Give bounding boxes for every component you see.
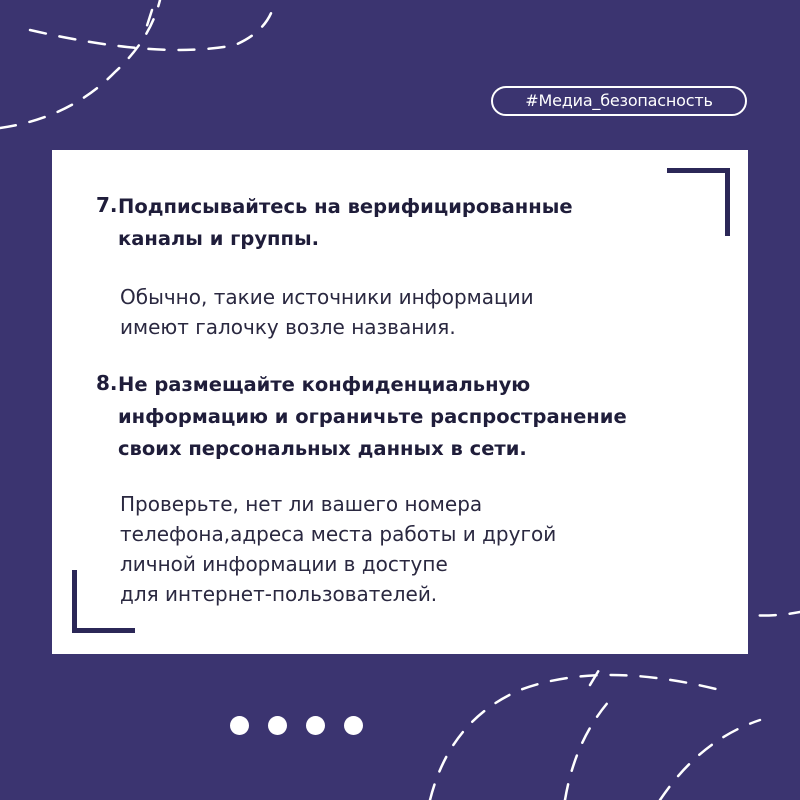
tip-number: 8. [96, 371, 118, 395]
tip-heading-line: Не размещайте конфиденциальную [118, 373, 531, 396]
tip-heading-line: каналы и группы. [118, 227, 320, 250]
hashtag-badge: #Медиа_безопасность [491, 86, 747, 116]
tip-heading-line: информацию и ограничьте распространение [118, 405, 627, 428]
corner-bracket-top-right [667, 168, 730, 236]
tip-description-line: личной информации в доступе [120, 552, 448, 576]
pagination-dot[interactable] [306, 716, 325, 735]
pagination-dot[interactable] [230, 716, 249, 735]
tip-heading-line: своих персональных данных в сети. [118, 437, 527, 460]
tip-heading-line: Подписывайтесь на верифицированные [118, 195, 573, 218]
tip-description-line: имеют галочку возле названия. [120, 315, 456, 339]
tip-description-line: для интернет-пользователей. [120, 582, 438, 606]
tip-description-line: Обычно, такие источники информации [120, 285, 534, 309]
tip-description-line: Проверьте, нет ли вашего номера [120, 492, 483, 516]
tip-number: 7. [96, 193, 118, 217]
tip-description-line: телефона,адреса места работы и другой [120, 522, 557, 546]
pagination-dot[interactable] [268, 716, 287, 735]
pagination-dot[interactable] [344, 716, 363, 735]
